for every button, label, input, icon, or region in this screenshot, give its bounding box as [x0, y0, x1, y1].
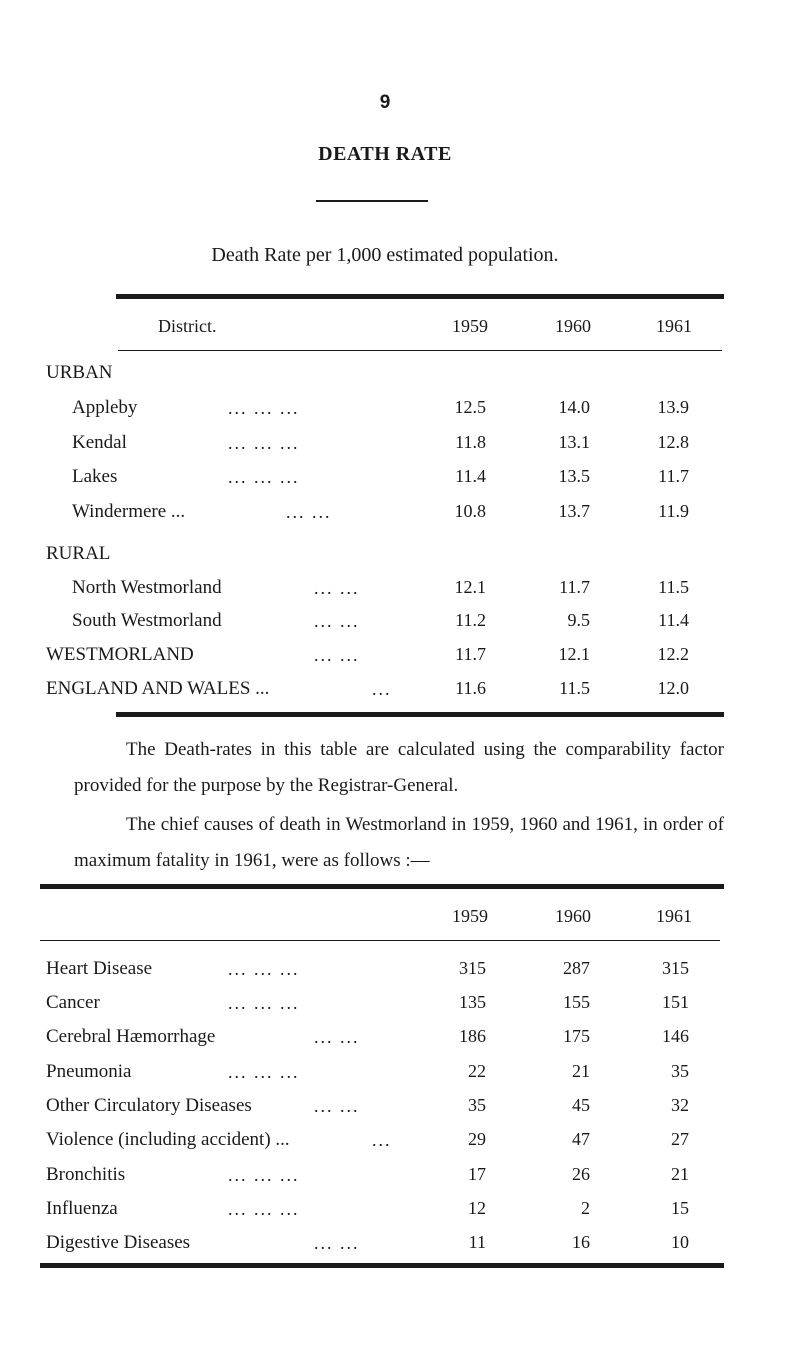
cause-label: Other Circulatory Diseases: [46, 1095, 252, 1116]
cause-label: Bronchitis: [46, 1164, 126, 1185]
value-1959: 135: [459, 992, 486, 1012]
table1-header-1960: 1960: [555, 316, 591, 336]
table2-bottom-rule: [40, 1263, 724, 1268]
table1-bottom-rule: [116, 712, 724, 717]
cause-label: Violence (including accident) ...: [46, 1129, 290, 1150]
table2-header-rule: [40, 940, 720, 941]
row-leader-dots: ... ... ...: [228, 959, 300, 979]
table1-header-1959: 1959: [452, 316, 488, 336]
row-label: South Westmorland: [72, 610, 222, 631]
value-1960: 11.5: [559, 678, 590, 698]
section-label-urban: URBAN: [46, 362, 113, 383]
row-leader-dots: ... ...: [314, 1027, 360, 1047]
page-number: 9: [379, 92, 391, 113]
value-1959: 186: [459, 1026, 486, 1046]
table2-header-1960: 1960: [555, 906, 591, 926]
value-1960: 11.7: [559, 577, 590, 597]
value-1960: 21: [572, 1061, 590, 1081]
row-leader-dots: ... ... ...: [228, 433, 300, 453]
heading-divider: [316, 200, 428, 202]
table1-header-rule: [118, 350, 722, 351]
value-1961: 11.4: [658, 610, 689, 630]
value-1961: 12.8: [657, 432, 689, 452]
paragraph-chief-causes: The chief causes of death in Westmorland in 1959, 1960 and 1961, in order of maximum fatality in 1961, were as follows :—: [74, 814, 724, 871]
value-1960: 45: [572, 1095, 590, 1115]
row-leader-dots: ... ... ...: [228, 398, 300, 418]
value-1961: 12.2: [657, 644, 689, 664]
row-label: Appleby: [72, 397, 138, 418]
table1-header-1961: 1961: [656, 316, 692, 336]
row-leader-dots: ... ...: [314, 645, 360, 665]
value-1961: 151: [662, 992, 689, 1012]
value-1960: 26: [572, 1164, 590, 1184]
value-1959: 12: [468, 1198, 486, 1218]
table1-header-district: District.: [158, 316, 217, 336]
value-1960: 14.0: [558, 397, 590, 417]
cause-label: Heart Disease: [46, 958, 153, 979]
row-leader-dots: ... ...: [314, 1096, 360, 1116]
value-1960: 2: [581, 1198, 590, 1218]
row-label: Lakes: [72, 466, 118, 487]
value-1959: 11.7: [455, 644, 486, 664]
cause-label: Digestive Diseases: [46, 1232, 191, 1253]
value-1961: 12.0: [657, 678, 689, 698]
value-1961: 35: [671, 1061, 689, 1081]
table-subtitle: Death Rate per 1,000 estimated population.: [211, 244, 559, 266]
value-1959: 12.1: [454, 577, 486, 597]
value-1960: 9.5: [567, 610, 590, 630]
table2-header-1961: 1961: [656, 906, 692, 926]
row-leader-dots: ... ...: [286, 502, 332, 522]
value-1959: 12.5: [454, 397, 486, 417]
paragraph-comparability: The Death-rates in this table are calculated using the comparability factor provided for the purpose by the Registrar-General.: [74, 739, 724, 796]
row-leader-dots: ... ...: [314, 578, 360, 598]
value-1961: 10: [671, 1232, 689, 1252]
row-label: North Westmorland: [72, 577, 222, 598]
cause-label: Pneumonia: [46, 1061, 132, 1082]
table2-header-1959: 1959: [452, 906, 488, 926]
value-1959: 29: [468, 1129, 486, 1149]
value-1959: 11.2: [455, 610, 486, 630]
page-heading: DEATH RATE: [318, 143, 452, 165]
value-1960: 175: [563, 1026, 590, 1046]
cause-label: Cancer: [46, 992, 100, 1013]
row-label: WESTMORLAND: [46, 644, 194, 665]
value-1959: 315: [459, 958, 486, 978]
value-1961: 13.9: [657, 397, 689, 417]
row-leader-dots: ... ... ...: [228, 993, 300, 1013]
value-1959: 35: [468, 1095, 486, 1115]
value-1961: 146: [662, 1026, 689, 1046]
value-1961: 315: [662, 958, 689, 978]
value-1959: 11: [468, 1232, 486, 1252]
section-label-rural: RURAL: [46, 543, 111, 564]
value-1959: 22: [468, 1061, 486, 1081]
cause-label: Cerebral Hæmorrhage: [46, 1026, 216, 1047]
value-1960: 287: [563, 958, 590, 978]
value-1960: 47: [572, 1129, 590, 1149]
row-label: Kendal: [72, 432, 127, 453]
value-1960: 12.1: [558, 644, 590, 664]
value-1959: 11.6: [455, 678, 486, 698]
value-1961: 21: [671, 1164, 689, 1184]
row-leader-dots: ...: [372, 1130, 392, 1150]
value-1959: 11.4: [455, 466, 486, 486]
value-1961: 15: [671, 1198, 689, 1218]
row-label: ENGLAND AND WALES ...: [46, 678, 270, 699]
row-label: Windermere ...: [72, 501, 186, 522]
value-1960: 13.7: [558, 501, 590, 521]
row-leader-dots: ... ... ...: [228, 1199, 300, 1219]
row-leader-dots: ... ... ...: [228, 467, 300, 487]
value-1961: 27: [671, 1129, 689, 1149]
value-1959: 11.8: [455, 432, 486, 452]
cause-label: Influenza: [46, 1198, 118, 1219]
row-leader-dots: ... ... ...: [228, 1062, 300, 1082]
value-1961: 11.5: [658, 577, 689, 597]
value-1960: 16: [572, 1232, 590, 1252]
value-1959: 10.8: [454, 501, 486, 521]
value-1960: 13.1: [558, 432, 590, 452]
value-1961: 11.7: [658, 466, 689, 486]
table2-top-rule: [40, 884, 724, 889]
value-1961: 32: [671, 1095, 689, 1115]
value-1961: 11.9: [658, 501, 689, 521]
table1-top-rule: [116, 294, 724, 299]
value-1960: 13.5: [558, 466, 590, 486]
row-leader-dots: ... ... ...: [228, 1165, 300, 1185]
value-1960: 155: [563, 992, 590, 1012]
row-leader-dots: ...: [372, 679, 392, 699]
value-1959: 17: [468, 1164, 486, 1184]
row-leader-dots: ... ...: [314, 1233, 360, 1253]
row-leader-dots: ... ...: [314, 611, 360, 631]
